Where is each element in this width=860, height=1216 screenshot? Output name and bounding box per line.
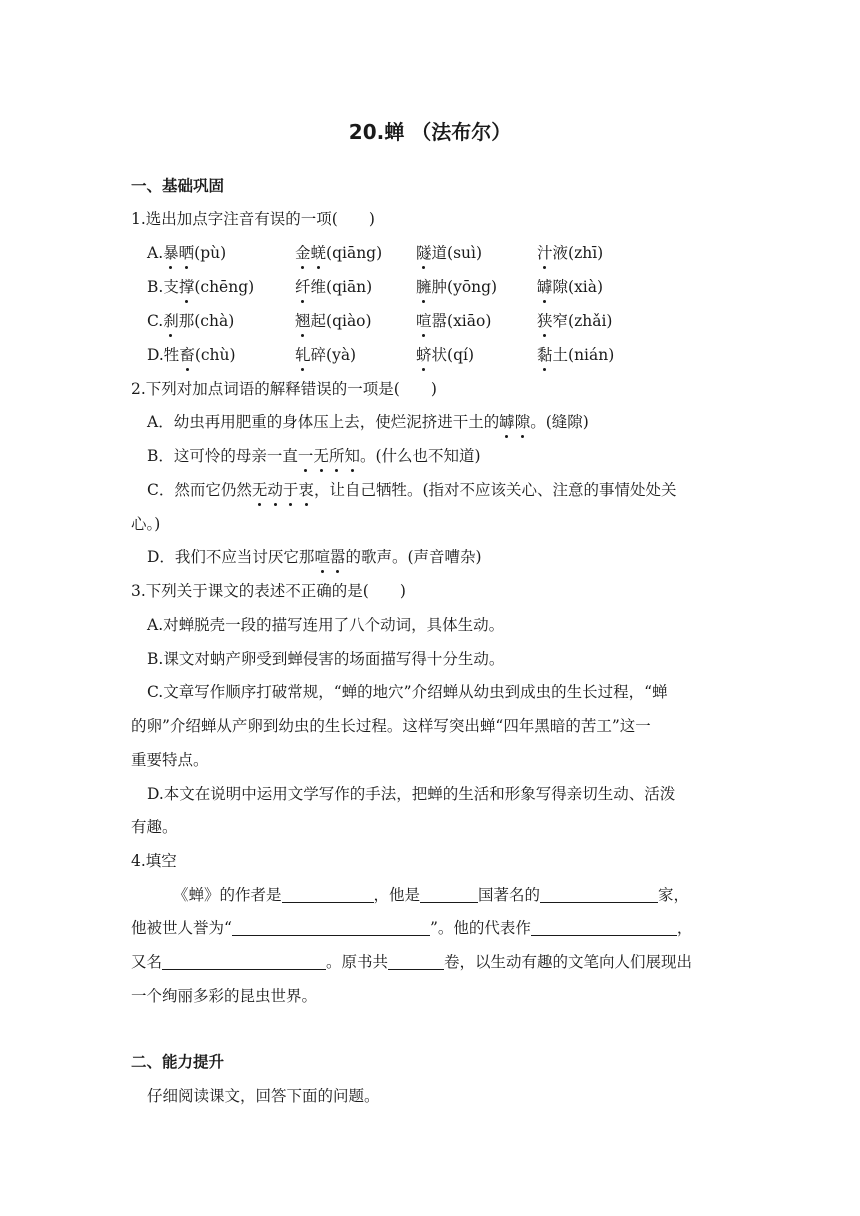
q4-line-2: 他被世人誉为“ ”。他的代表作 ， bbox=[131, 919, 693, 937]
q2-option-a: A．幼虫再用肥重的身体压上去，使烂泥挤进干土的罅隙。(缝隙) bbox=[147, 410, 589, 432]
q1-option-c-4: 狭窄(zhǎi) bbox=[537, 309, 612, 331]
answer-blank[interactable] bbox=[162, 952, 326, 970]
q1-option-c-3: 喧嚣(xiāo) bbox=[416, 309, 491, 331]
q3-stem: 3.下列关于课文的表述不正确的是( ) bbox=[131, 582, 406, 600]
q2-option-b: B．这可怜的母亲一直一无所知。(什么也不知道) bbox=[147, 444, 481, 466]
section-heading-advanced: 二、能力提升 bbox=[131, 1053, 225, 1071]
answer-blank[interactable] bbox=[388, 952, 444, 970]
q3-option-c-cont1: 的卵”介绍蝉从产卵到幼虫的生长过程。这样写突出蝉“四年黑暗的苦工”这一 bbox=[131, 717, 651, 735]
q1-stem: 1.选出加点字注音有误的一项( ) bbox=[131, 210, 375, 228]
q2-stem: 2.下列对加点词语的解释错误的一项是( ) bbox=[131, 380, 437, 398]
q1-option-a-4: 汁液(zhī) bbox=[537, 241, 603, 263]
q4-stem: 4.填空 bbox=[131, 852, 177, 870]
q1-option-b-2: 纤维(qiān) bbox=[295, 275, 372, 297]
q1-option-c-1: C.刹那(chà) bbox=[147, 309, 234, 331]
q4-line-1: 《蝉》的作者是 ，他是 国著名的 家， bbox=[173, 886, 690, 904]
section-heading-basics: 一、基础巩固 bbox=[131, 177, 225, 195]
q4-line-4: 一个绚丽多彩的昆虫世界。 bbox=[131, 987, 318, 1005]
q1-option-a-3: 隧道(suì) bbox=[416, 241, 482, 263]
q2-option-c-cont: 心。) bbox=[131, 515, 161, 533]
answer-blank[interactable] bbox=[232, 918, 430, 936]
q1-option-b-4: 罅隙(xià) bbox=[537, 275, 603, 297]
q2-option-d: D．我们不应当讨厌它那喧嚣的歌声。(声音嘈杂) bbox=[147, 545, 482, 567]
page-title: 20.蝉 （法布尔） bbox=[348, 120, 512, 144]
answer-blank[interactable] bbox=[282, 885, 374, 903]
q1-option-b-1: B.支撑(chēng) bbox=[147, 275, 254, 297]
q2-option-c: C．然而它仍然无动于衷，让自己牺牲。(指对不应该关心、注意的事情处处关 bbox=[147, 478, 677, 500]
q1-option-d-3: 蛴状(qí) bbox=[416, 343, 474, 365]
answer-blank[interactable] bbox=[531, 918, 677, 936]
q3-option-b: B.课文对蚋产卵受到蝉侵害的场面描写得十分生动。 bbox=[147, 650, 505, 668]
q3-option-a: A.对蝉脱壳一段的描写连用了八个动词，具体生动。 bbox=[147, 616, 505, 634]
q1-option-b-3: 臃肿(yōng) bbox=[416, 275, 497, 297]
q3-option-d: D.本文在说明中运用文学写作的手法，把蝉的生活和形象写得亲切生动、活泼 bbox=[147, 785, 676, 803]
q1-option-a-2: 金蜣(qiāng) bbox=[295, 241, 382, 263]
answer-blank[interactable] bbox=[420, 885, 478, 903]
q4-line-3: 又名 。原书共 卷，以生动有趣的文笔向人们展现出 bbox=[131, 953, 693, 971]
answer-blank[interactable] bbox=[540, 885, 658, 903]
q1-option-d-4: 黏土(nián) bbox=[537, 343, 614, 365]
q3-option-d-cont: 有趣。 bbox=[131, 818, 178, 836]
q1-option-d-1: D.牲畜(chù) bbox=[147, 343, 236, 365]
q3-option-c: C.文章写作顺序打破常规，“蝉的地穴”介绍蝉从幼虫到成虫的生长过程，“蝉 bbox=[147, 683, 668, 701]
q1-option-d-2: 轧碎(yà) bbox=[295, 343, 356, 365]
q1-option-a-1: A.暴晒(pù) bbox=[147, 241, 226, 263]
q1-option-c-2: 翘起(qiào) bbox=[295, 309, 372, 331]
section2-intro: 仔细阅读课文，回答下面的问题。 bbox=[147, 1087, 380, 1105]
q3-option-c-cont2: 重要特点。 bbox=[131, 751, 209, 769]
